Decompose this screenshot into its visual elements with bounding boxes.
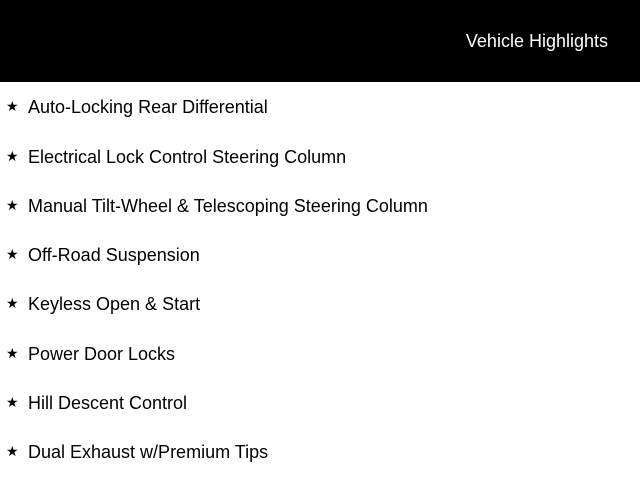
star-icon: ★ [6,395,19,411]
header-bar [0,0,640,82]
highlight-label: Keyless Open & Start [28,294,201,314]
star-icon: ★ [6,149,19,165]
highlight-label: Dual Exhaust w/Premium Tips [28,442,269,462]
star-icon: ★ [6,247,19,263]
star-icon: ★ [6,444,19,460]
list-item [0,194,640,220]
list-item [0,440,640,466]
list-item [0,391,640,417]
list-item [0,243,640,269]
highlight-label: Off-Road Suspension [28,245,200,265]
list-item [0,292,640,318]
list-item [0,95,640,121]
star-icon: ★ [6,198,19,214]
highlight-label: Power Door Locks [28,344,176,364]
star-icon: ★ [6,346,19,362]
star-icon: ★ [6,99,19,115]
star-icon: ★ [6,296,19,312]
highlight-label: Manual Tilt-Wheel & Telescoping Steering Column [28,196,428,216]
list-item [0,145,640,171]
list-item [0,342,640,368]
highlight-label: Auto-Locking Rear Differential [28,97,268,117]
page-title: Vehicle Highlights [465,31,608,51]
highlight-label: Electrical Lock Control Steering Column [28,147,347,167]
highlight-label: Hill Descent Control [28,393,188,413]
